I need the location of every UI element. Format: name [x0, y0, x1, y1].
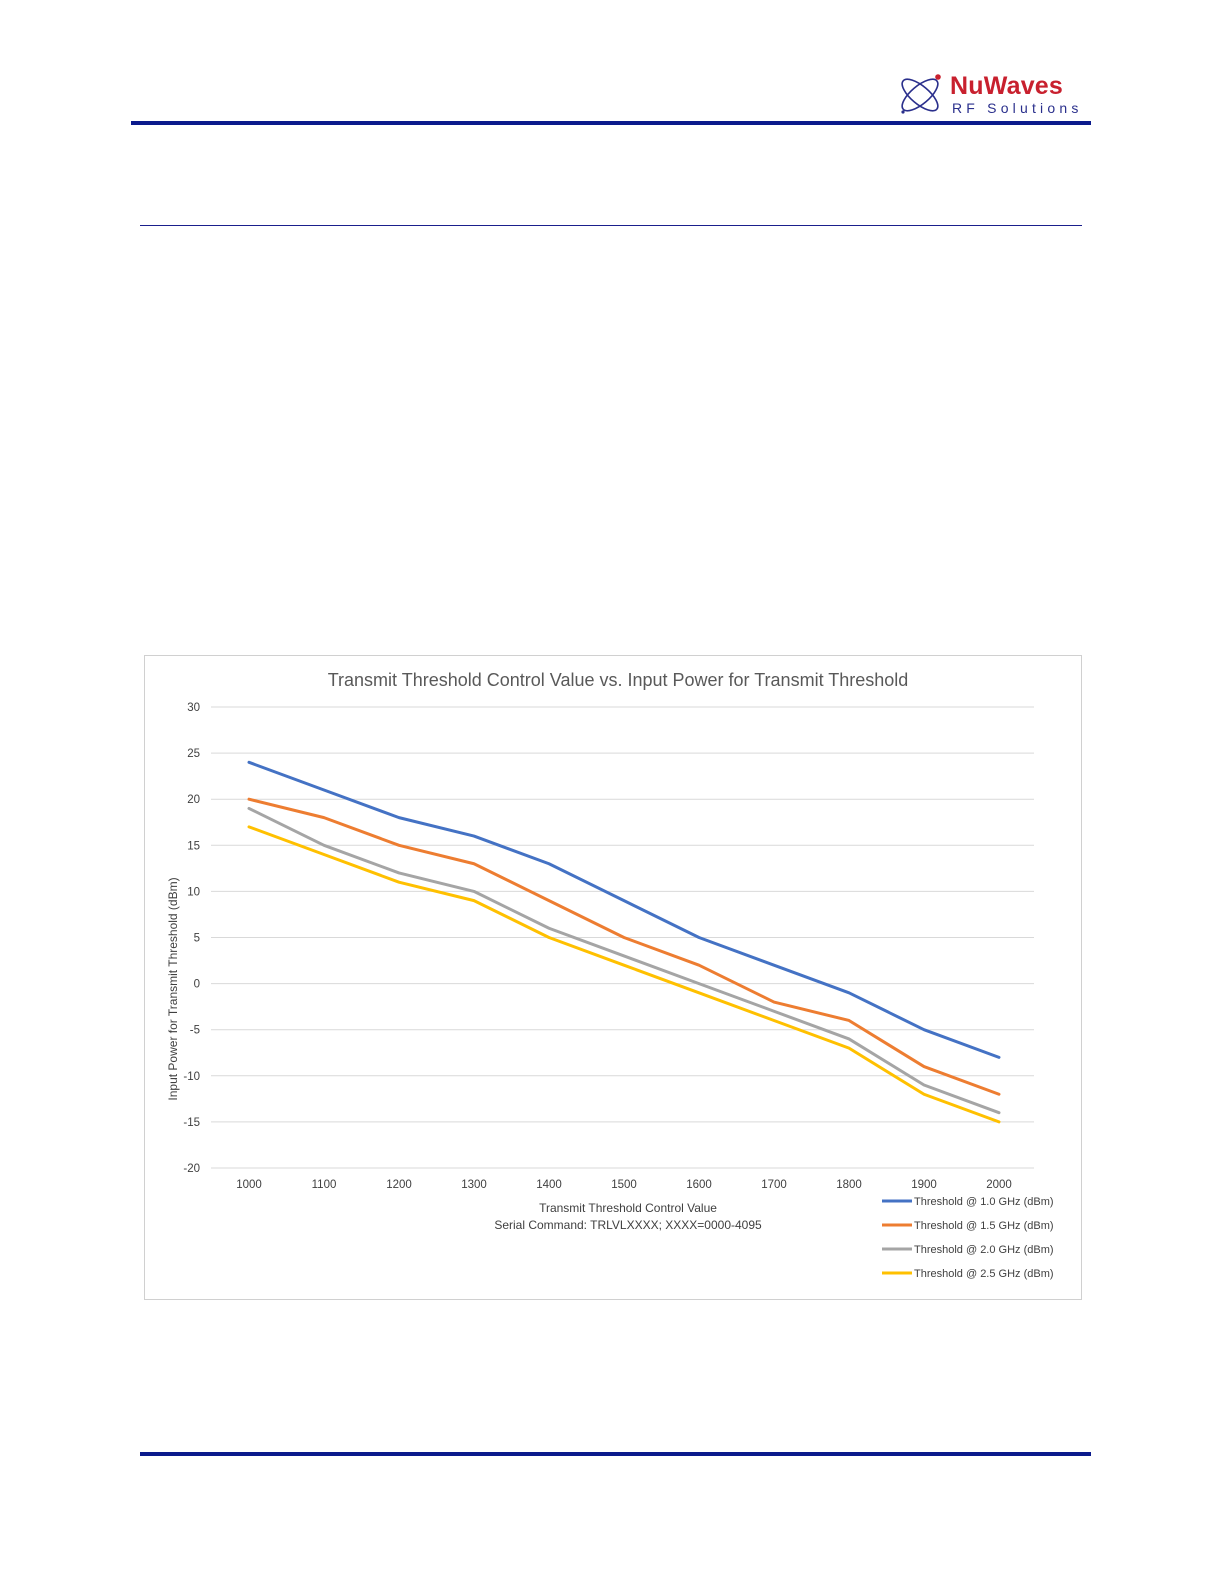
series-line-2	[249, 799, 999, 1094]
y-tick-label: -10	[183, 1070, 200, 1083]
line-chart	[145, 656, 1081, 1299]
y-tick-labels	[183, 702, 200, 1175]
y-tick-label: -15	[183, 1116, 200, 1129]
y-axis-label: Input Power for Transmit Threshold (dBm)	[166, 877, 180, 1101]
legend-label: Threshold @ 1.5 GHz (dBm)	[914, 1220, 1054, 1232]
legend-label: Threshold @ 1.0 GHz (dBm)	[914, 1196, 1054, 1208]
x-tick-label: 1600	[686, 1179, 712, 1191]
x-tick-label: 2000	[986, 1179, 1012, 1191]
y-tick-label: 30	[187, 702, 200, 714]
logo-brand-text: NuWaves	[950, 72, 1064, 100]
legend-label: Threshold @ 2.5 GHz (dBm)	[914, 1268, 1054, 1280]
footer-rule	[140, 1452, 1091, 1456]
legend-label: Threshold @ 2.0 GHz (dBm)	[914, 1244, 1054, 1256]
logo-tagline-text: RF Solutions	[952, 100, 1083, 116]
header-rule	[131, 121, 1091, 125]
y-tick-label: -5	[189, 1024, 200, 1037]
legend	[882, 1196, 1054, 1280]
series-line-4	[249, 827, 999, 1122]
y-tick-label: 10	[187, 886, 200, 899]
y-tick-label: -20	[183, 1163, 200, 1175]
y-tick-label: 20	[187, 794, 200, 807]
title-rule	[140, 225, 1082, 226]
chart-container	[144, 655, 1082, 1300]
x-tick-label: 1800	[836, 1179, 862, 1191]
series-line-3	[249, 808, 999, 1112]
y-tick-label: 0	[193, 978, 200, 991]
x-tick-label: 1700	[761, 1179, 787, 1191]
series-line-1	[249, 762, 999, 1057]
chart-title: Transmit Threshold Control Value vs. Input Power for Transmit Threshold	[327, 670, 909, 690]
x-tick-label: 1500	[611, 1179, 637, 1191]
x-axis-sublabel: Serial Command: TRLVLXXXX; XXXX=0000-4095	[494, 1218, 762, 1232]
atom-logo-icon	[898, 70, 948, 118]
y-tick-label: 25	[187, 748, 200, 761]
x-tick-label: 1200	[386, 1179, 412, 1191]
company-logo	[898, 70, 1088, 120]
y-tick-label: 15	[187, 840, 200, 853]
x-tick-label: 1100	[311, 1179, 337, 1191]
y-tick-label: 5	[193, 932, 200, 945]
x-axis-label: Transmit Threshold Control Value	[539, 1201, 717, 1215]
x-tick-label: 1300	[461, 1179, 487, 1191]
series-lines	[249, 762, 999, 1122]
x-tick-label: 1000	[236, 1179, 262, 1191]
x-tick-labels	[236, 1179, 1012, 1191]
x-tick-label: 1400	[536, 1179, 562, 1191]
x-tick-label: 1900	[911, 1179, 937, 1191]
